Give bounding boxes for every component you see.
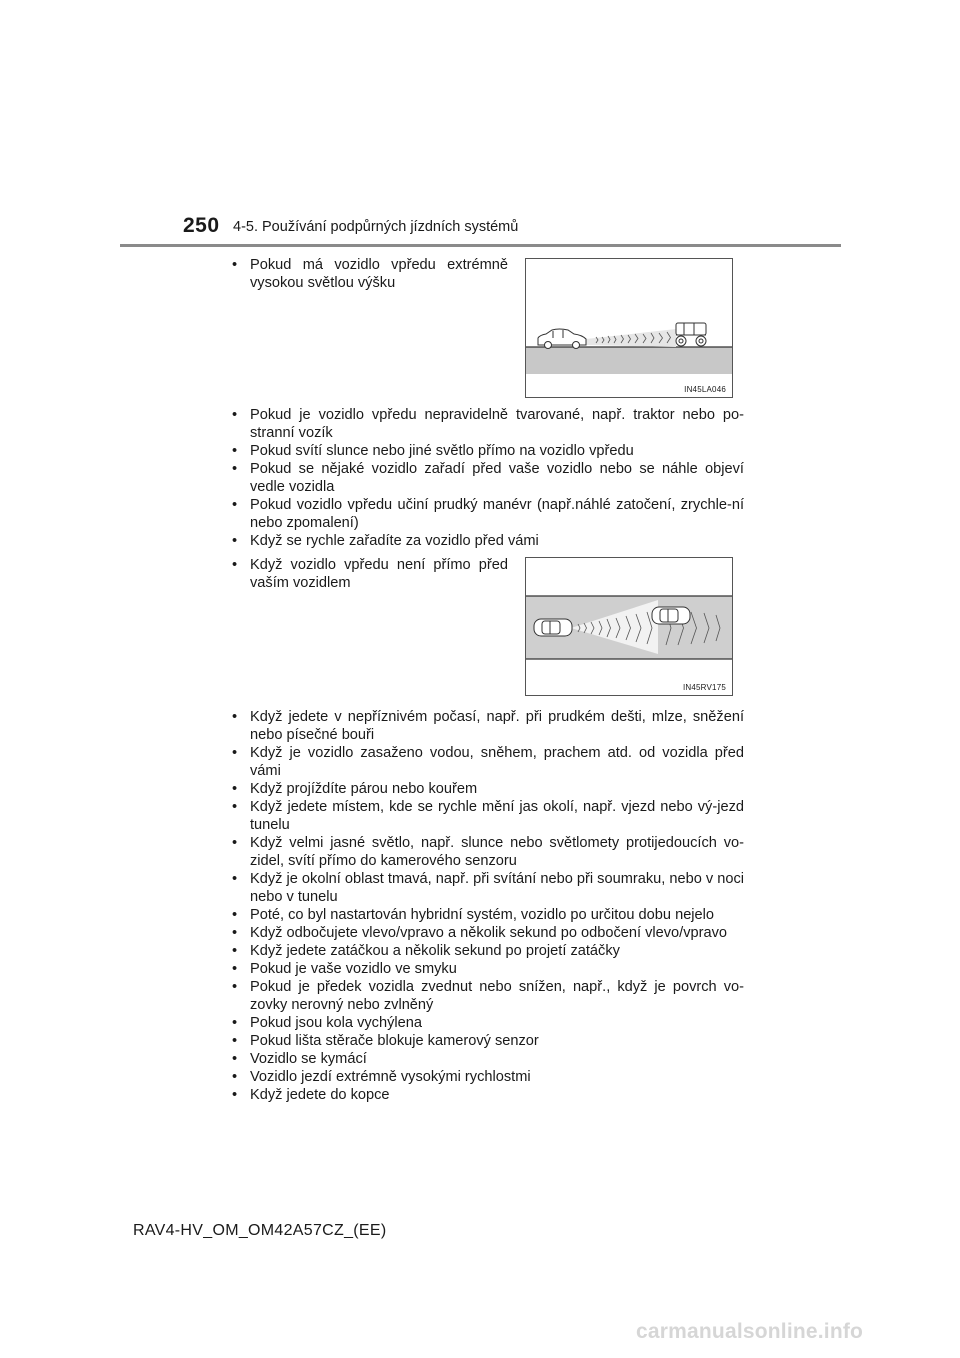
- list-item: • Vozidlo jezdí extrémně vysokými rychlostmi: [232, 1068, 744, 1086]
- list-item: • Když odbočujete vlevo/vpravo a několik sekund po odbočení vlevo/vpravo: [232, 924, 744, 942]
- list-item: • Pokud jsou kola vychýlena: [232, 1014, 744, 1032]
- illustration-offset-vehicle: [525, 557, 733, 696]
- list-item: • Když jedete do kopce: [232, 1086, 744, 1104]
- list-item: • Pokud je vozidlo vpředu nepravidelně tvarované, např. traktor nebo po-stranní vozík: [232, 406, 744, 442]
- illustration-high-clearance-vehicle: [525, 258, 733, 398]
- list-item: • Pokud se nějaké vozidlo zařadí před vaše vozidlo nebo se náhle objeví vedle vozidla: [232, 460, 744, 496]
- list-item: • Pokud má vozidlo vpředu extrémně vysokou světlou výšku: [232, 256, 508, 292]
- page-number: 250: [183, 214, 220, 237]
- bullet-list-high-clearance: [232, 256, 508, 292]
- bullet-list-conditions-1: [232, 406, 744, 550]
- list-item: • Pokud svítí slunce nebo jiné světlo přímo na vozidlo vpředu: [232, 442, 744, 460]
- list-item: • Vozidlo se kymácí: [232, 1050, 744, 1068]
- bullet-list-conditions-2: [232, 708, 744, 1104]
- list-item: • Když vozidlo vpředu není přímo před vaším vozidlem: [232, 556, 508, 592]
- list-item: • Když projíždíte párou nebo kouřem: [232, 780, 744, 798]
- list-item: • Když velmi jasné světlo, např. slunce nebo světlomety protijedoucích vo-zidel, svítí přímo do kamerového senzoru: [232, 834, 744, 870]
- list-item: • Pokud je vaše vozidlo ve smyku: [232, 960, 744, 978]
- road-scene-illustration: [526, 259, 732, 397]
- bullet-list-offset-vehicle: [232, 556, 508, 592]
- document-code: RAV4-HV_OM_OM42A57CZ_(EE): [133, 1222, 387, 1239]
- list-item: • Pokud lišta stěrače blokuje kamerový senzor: [232, 1032, 744, 1050]
- header-divider: [120, 244, 841, 247]
- figure-code: IN45RV175: [682, 683, 726, 692]
- list-item: • Když jedete zatáčkou a několik sekund po projetí zatáčky: [232, 942, 744, 960]
- list-item: • Když je okolní oblast tmavá, např. při svítání nebo při soumraku, nebo v noci nebo v tunelu: [232, 870, 744, 906]
- list-item: • Pokud je předek vozidla zvednut nebo snížen, např., když je povrch vo-zovky nerovný nebo zvlněný: [232, 978, 744, 1014]
- list-item: • Když je vozidlo zasaženo vodou, sněhem, prachem atd. od vozidla před vámi: [232, 744, 744, 780]
- list-item: • Když jedete v nepříznivém počasí, např. při prudkém dešti, mlze, sněžení nebo písečné bouři: [232, 708, 744, 744]
- watermark: carmanualsonline.info: [636, 1320, 864, 1343]
- section-title: 4-5. Používání podpůrných jízdních systémů: [233, 219, 519, 235]
- road-scene-illustration: [526, 558, 732, 695]
- list-item: • Pokud vozidlo vpředu učiní prudký manévr (např.náhlé zatočení, zrychle-ní nebo zpomalení): [232, 496, 744, 532]
- list-item: • Poté, co byl nastartován hybridní systém, vozidlo po určitou dobu nejelo: [232, 906, 744, 924]
- figure-code: IN45LA046: [684, 385, 726, 394]
- list-item: • Když se rychle zařadíte za vozidlo před vámi: [232, 532, 744, 550]
- list-item: • Když jedete místem, kde se rychle mění jas okolí, např. vjezd nebo vý-jezd tunelu: [232, 798, 744, 834]
